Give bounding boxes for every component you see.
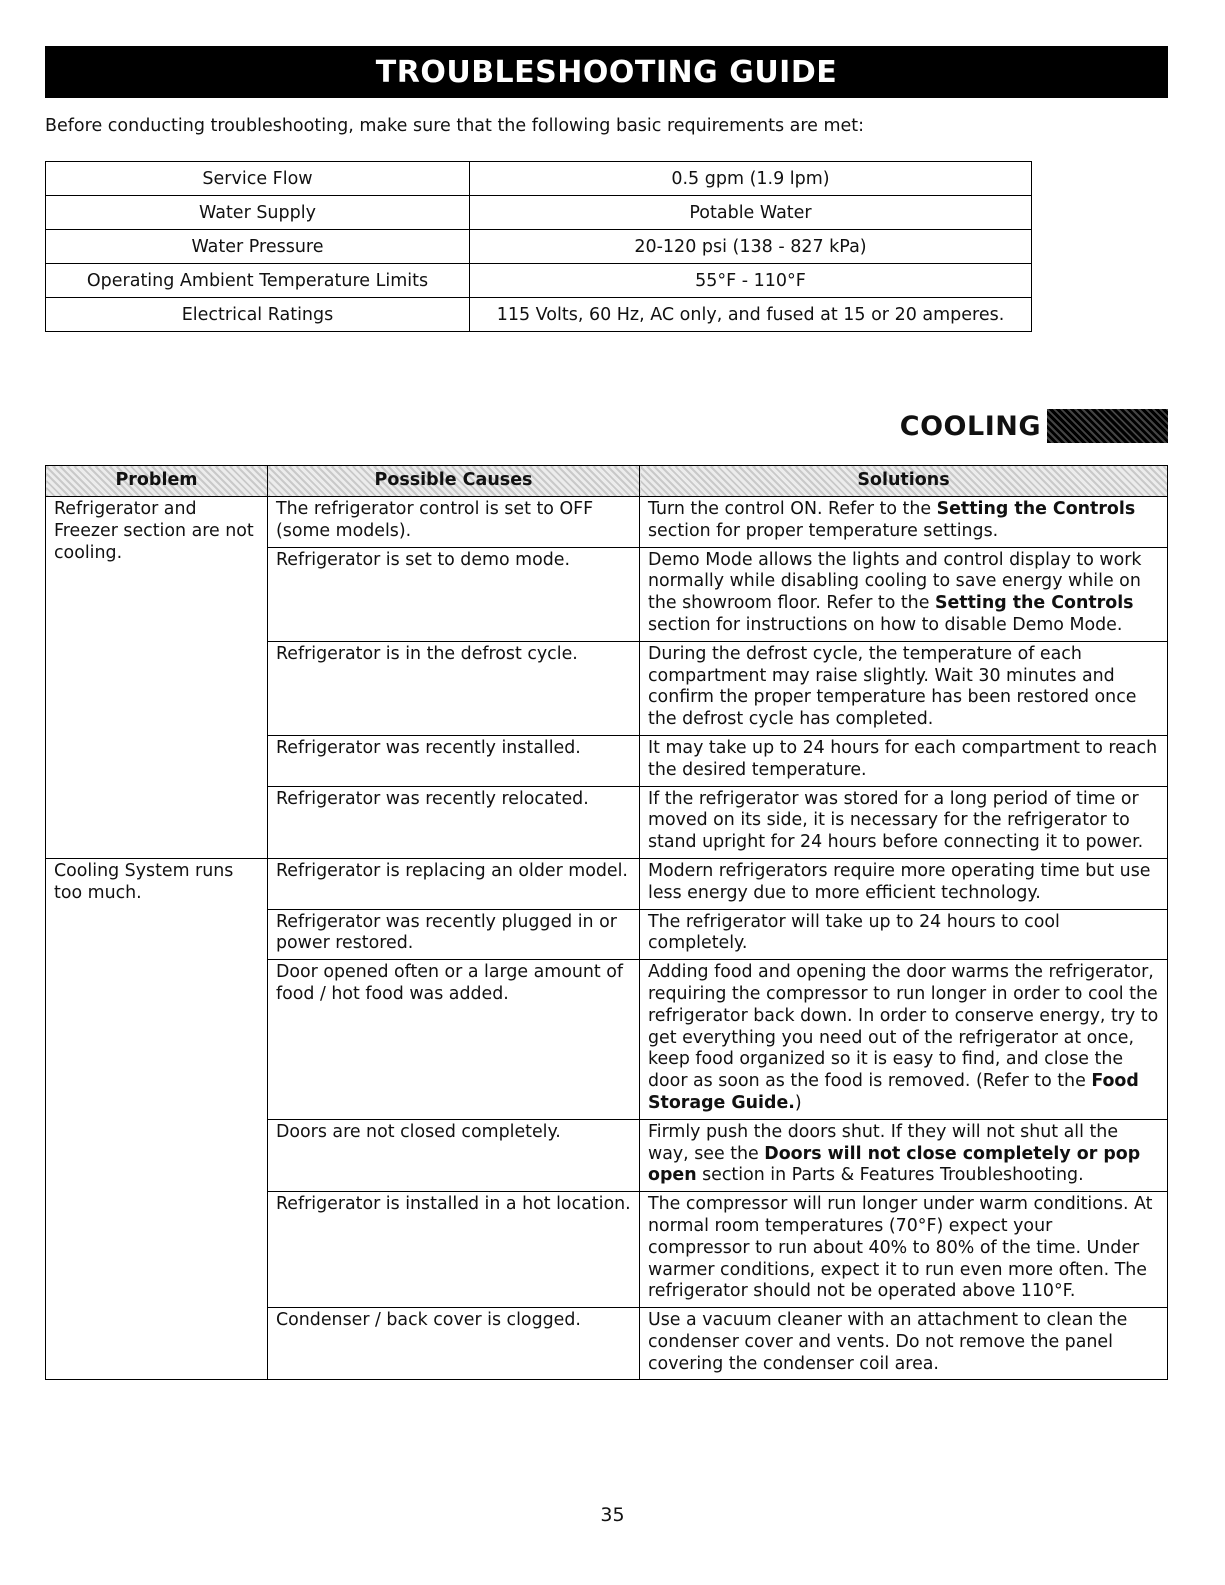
requirement-label: Service Flow: [46, 162, 470, 196]
solution-text: It may take up to 24 hours for each compartment to reach the desired temperature.: [648, 737, 1158, 780]
section-title-bar: [1047, 409, 1168, 443]
header-solutions: Solutions: [640, 466, 1168, 497]
solution-text: section in Parts & Features Troubleshooting.: [696, 1165, 1084, 1186]
solution-cell: [640, 858, 1168, 909]
solution-reference: Setting the Controls: [936, 499, 1136, 519]
requirement-value: Potable Water: [470, 196, 1032, 230]
requirement-row: [46, 264, 1032, 298]
cause-cell: Refrigerator was recently relocated.: [268, 786, 640, 858]
solution-cell: [640, 1308, 1168, 1380]
troubleshooting-table: [45, 465, 1168, 1380]
problem-cell: Cooling System runs too much.: [46, 858, 268, 1380]
solution-text: The refrigerator will take up to 24 hours to cool completely.: [648, 911, 1060, 954]
requirement-row: [46, 298, 1032, 332]
intro-text: Before conducting troubleshooting, make sure that the following basic requirements are met:: [45, 116, 865, 136]
section-title: COOLING: [899, 410, 1041, 442]
solution-text: Turn the control ON. Refer to the: [648, 499, 937, 519]
solution-text: Adding food and opening the door warms the refrigerator, requiring the compressor to run longer in order to cool the refrigerator back down. In order to conserve energy, try to get everything you need out of the refrigerator at once, keep food organized so it is easy to find, and close the door as soon as the food is removed. (Refer to the: [648, 962, 1159, 1092]
requirement-row: [46, 162, 1032, 196]
header-causes: Possible Causes: [268, 466, 640, 497]
cause-cell: Condenser / back cover is clogged.: [268, 1308, 640, 1380]
requirements-table: [45, 161, 1032, 332]
cause-cell: Refrigerator is replacing an older model.: [268, 858, 640, 909]
table-row: [46, 858, 1168, 909]
solution-cell: [640, 497, 1168, 548]
cause-cell: Refrigerator is in the defrost cycle.: [268, 641, 640, 735]
title-banner: [45, 46, 1168, 98]
cause-cell: Refrigerator was recently installed.: [268, 735, 640, 786]
solution-text: Use a vacuum cleaner with an attachment to clean the condenser cover and vents. Do not remove the panel covering the condenser coil area.: [648, 1310, 1128, 1374]
solution-cell: [640, 1119, 1168, 1191]
solution-reference: Food Storage Guide.: [648, 1071, 1139, 1113]
solution-reference: Doors will not close completely or pop open: [648, 1143, 1141, 1186]
solution-cell: [640, 1192, 1168, 1308]
solution-text: section for instructions on how to disable Demo Mode.: [648, 614, 1123, 635]
requirement-row: [46, 196, 1032, 230]
page-title: TROUBLESHOOTING GUIDE: [375, 54, 838, 90]
cause-cell: Refrigerator is installed in a hot location.: [268, 1192, 640, 1308]
table-row: [46, 497, 1168, 548]
requirement-value: 20-120 psi (138 - 827 kPa): [470, 230, 1032, 264]
requirement-value: 0.5 gpm (1.9 lpm): [470, 162, 1032, 196]
solution-cell: [640, 735, 1168, 786]
header-problem: Problem: [46, 466, 268, 497]
solution-text: Modern refrigerators require more operating time but use less energy due to more efficient technology.: [648, 860, 1151, 903]
problem-cell: Refrigerator and Freezer section are not cooling.: [46, 497, 268, 859]
table-header-row: [46, 466, 1168, 497]
solution-text: If the refrigerator was stored for a long period of time or moved on its side, it is necessary for the refrigerator to stand upright for 24 hours before connecting it to power.: [648, 788, 1144, 853]
requirement-label: Operating Ambient Temperature Limits: [46, 264, 470, 298]
solution-text: The compressor will run longer under warm conditions. At normal room temperatures (70°F) expect your compressor to run about 40% to 80% of the time. Under warmer conditions, expect it to run even more often. The refrigerator should not be operated above 110°F.: [648, 1194, 1153, 1302]
solution-text: section for proper temperature settings.: [648, 520, 999, 541]
solution-cell: [640, 960, 1168, 1120]
requirement-label: Water Pressure: [46, 230, 470, 264]
solution-text: Demo Mode allows the lights and control display to work normally while disabling cooling to save energy while on the showroom floor. Refer to the: [648, 549, 1142, 614]
requirement-label: Electrical Ratings: [46, 298, 470, 332]
requirement-row: [46, 230, 1032, 264]
solution-text: ): [794, 1092, 802, 1113]
cause-cell: Refrigerator is set to demo mode.: [268, 547, 640, 641]
solution-text: During the defrost cycle, the temperature of each compartment may raise slightly. Wait 30 minutes and confirm the proper temperature has been restored once the defrost cycle has completed.: [648, 643, 1137, 730]
solution-cell: [640, 786, 1168, 858]
requirement-label: Water Supply: [46, 196, 470, 230]
requirement-value: 115 Volts, 60 Hz, AC only, and fused at 15 or 20 amperes.: [470, 298, 1032, 332]
solution-text: Firmly push the doors shut. If they will not shut all the way, see the: [648, 1121, 1119, 1164]
solution-cell: [640, 909, 1168, 960]
requirement-value: 55°F - 110°F: [470, 264, 1032, 298]
solution-reference: Setting the Controls: [934, 593, 1134, 614]
cause-cell: The refrigerator control is set to OFF (some models).: [268, 497, 640, 548]
cause-cell: Door opened often or a large amount of food / hot food was added.: [268, 960, 640, 1120]
solution-cell: [640, 641, 1168, 735]
cause-cell: Refrigerator was recently plugged in or power restored.: [268, 909, 640, 960]
page-number: 35: [600, 1504, 625, 1526]
cause-cell: Doors are not closed completely.: [268, 1119, 640, 1191]
section-header: [900, 409, 1168, 443]
solution-cell: [640, 547, 1168, 641]
